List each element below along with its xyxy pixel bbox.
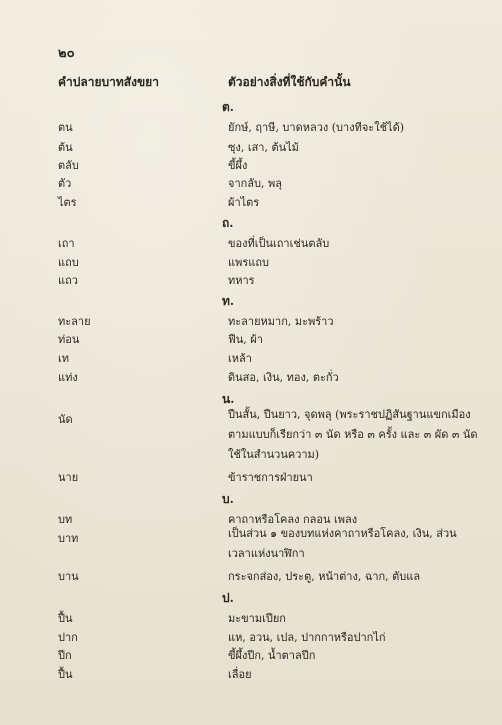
section-heading: ท. xyxy=(222,294,235,308)
entry-term: ต้น xyxy=(58,141,73,154)
entry-term: ทะลาย xyxy=(58,315,91,328)
entry-example: แพรแถบ xyxy=(228,256,269,269)
entry-term: แถว xyxy=(58,274,78,287)
entry-example: เหล้า xyxy=(228,352,252,365)
entry-example: ยักษ์, ฤาษี, บาดหลวง (บางทีจะใช้ได้) xyxy=(228,121,404,134)
entry-term: แท่ง xyxy=(58,371,78,384)
section-heading: ถ. xyxy=(222,216,234,230)
entry-term: บท xyxy=(58,513,73,526)
entry-example: ผ้าไตร xyxy=(228,196,260,209)
entry-term: บาน xyxy=(58,570,79,583)
entry-example: ขี้ผึ้งปีก, น้ำตาลปีก xyxy=(228,649,316,662)
entry-term: ปื้น xyxy=(58,612,73,625)
entry-example: มะขามเปียก xyxy=(228,612,286,625)
column-header-examples: ตัวอย่างสิ่งที่ใช้กับคำนั้น xyxy=(228,75,351,89)
entry-example: เป็นส่วน ๑ ของบทแห่งคาถาหรือโคลง, เงิน, ส่วนเวลาแห่งนาฬิกา xyxy=(228,527,457,560)
entry-term: แถบ xyxy=(58,256,79,269)
entry-term: นาย xyxy=(58,471,79,484)
entry-example: กระจกส่อง, ประตู, หน้าต่าง, ฉาก, ตับแล xyxy=(228,570,421,583)
entry-term: บาท xyxy=(58,532,79,545)
entry-term: ตน xyxy=(58,121,73,134)
entry-example: ทะลายหมาก, มะพร้าว xyxy=(228,315,334,328)
entry-term: ปื้น xyxy=(58,668,73,681)
entry-term: ท่อน xyxy=(58,333,80,346)
entry-example: แห, อวน, เปล, ปากกาหรือปากไก่ xyxy=(228,631,386,644)
entry-example: ฟืน, ผ้า xyxy=(228,333,263,346)
entry-example: ขี้ผึ้ง xyxy=(228,159,248,172)
section-heading: ต. xyxy=(222,100,234,114)
entry-term: เท xyxy=(58,352,70,365)
entry-example: คาถาหรือโคลง กลอน เพลง xyxy=(228,513,358,526)
entry-term: ปีก xyxy=(58,649,72,662)
entry-example: ของที่เป็นเถาเช่นตลับ xyxy=(228,237,330,250)
section-heading: บ. xyxy=(222,492,234,506)
entry-term: ตลับ xyxy=(58,159,79,172)
entry-example: ดินสอ, เงิน, ทอง, ตะกั่ว xyxy=(228,371,339,384)
column-header-classifier: คำปลายบาทสังขยา xyxy=(58,75,159,89)
section-heading: น. xyxy=(222,392,235,406)
entry-example: จากลับ, พลุ xyxy=(228,177,282,190)
page-number: ๒๐ xyxy=(58,46,75,61)
entry-example: เลื่อย xyxy=(228,668,252,681)
entry-example: ปืนสั้น, ปืนยาว, จุดพลุ (พระราชปฏิสันฐานแขกเมือง ตามแบบก็เรียกว่า ๓ นัด หรือ ๓ ครั้ง และ ๓ ผัด ๓ นัด ใช้ในสำนวนความ) xyxy=(228,408,478,461)
entry-term: นัด xyxy=(58,413,73,426)
entry-term: ไตร xyxy=(58,196,77,209)
entry-term: เถา xyxy=(58,237,75,250)
section-heading: ป. xyxy=(222,591,234,605)
entry-term: ปาก xyxy=(58,631,78,644)
entry-example: ข้าราชการฝ่ายนา xyxy=(228,471,313,484)
entry-example: ซุง, เสา, ต้นไม้ xyxy=(228,141,299,154)
entry-example: ทหาร xyxy=(228,274,255,287)
entry-term: ตัว xyxy=(58,177,72,190)
